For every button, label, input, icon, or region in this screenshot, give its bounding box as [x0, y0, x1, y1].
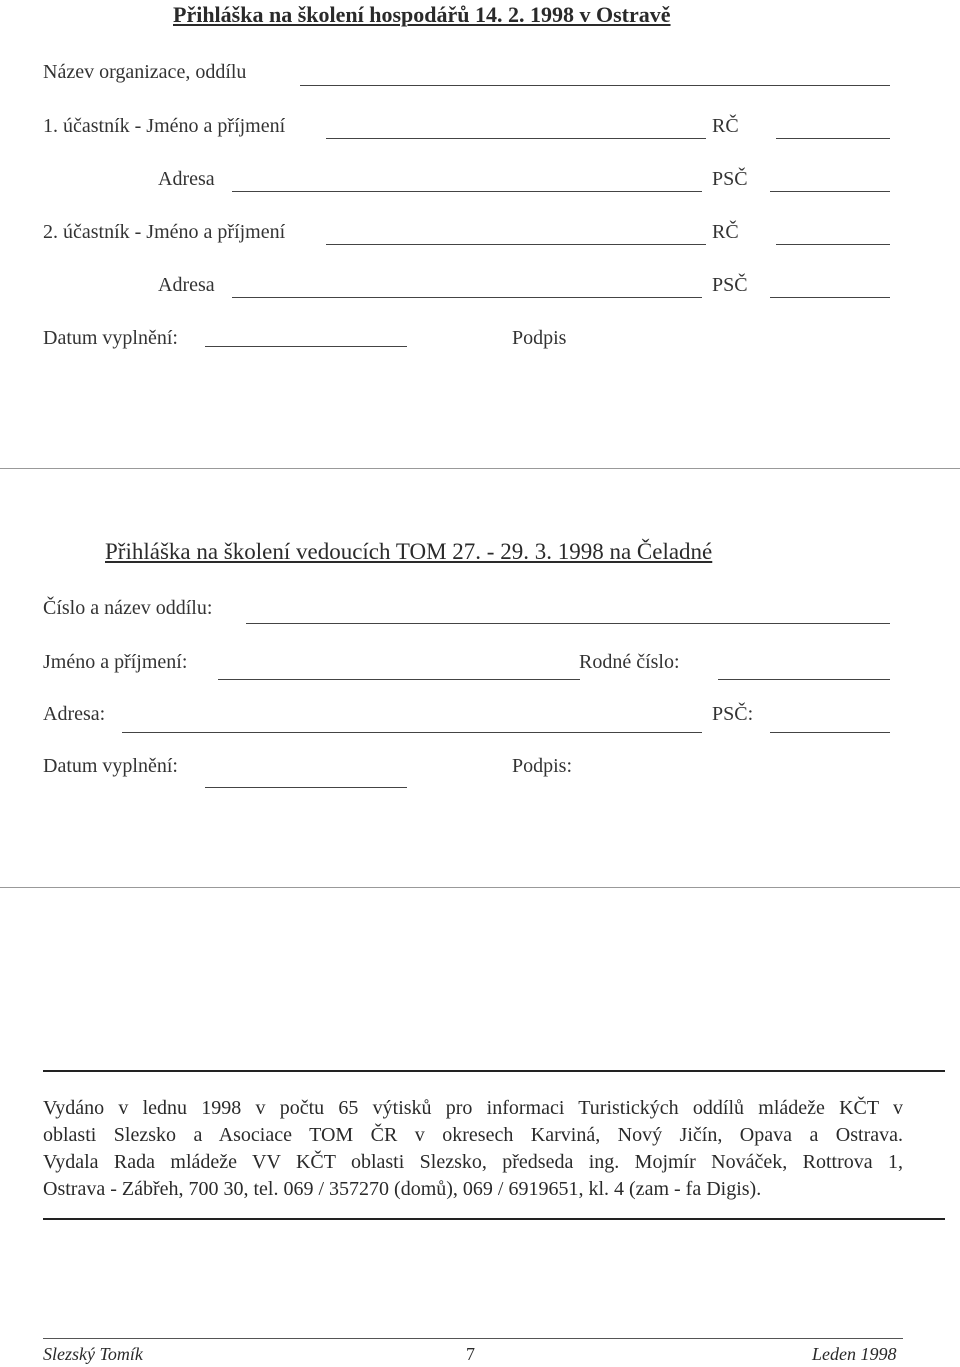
form2-rc-field[interactable] — [718, 679, 890, 680]
form1-p2-rc-field[interactable] — [776, 244, 890, 245]
form2-signature-label: Podpis: — [512, 755, 573, 777]
form2-rc-label: Rodné číslo: — [579, 651, 680, 673]
form2-psc-label: PSČ: — [712, 703, 754, 725]
form1-date-field[interactable] — [205, 346, 407, 347]
form2-date-label: Datum vyplnění: — [43, 755, 178, 777]
form1-p2-address-label: Adresa — [158, 274, 215, 296]
form1-p1-address-field[interactable] — [232, 191, 702, 192]
imprint-line-2: oblasti Slezsko a Asociace TOM ČR v okresech Karviná, Nový Jičín, Opava a Ostrava. — [43, 1124, 903, 1146]
imprint-line-4: Ostrava - Zábřeh, 700 30, tel. 069 / 357270 (domů), 069 / 6919651, kl. 4 (zam - fa Digis). — [43, 1178, 762, 1200]
form1-org-field[interactable] — [300, 85, 890, 86]
form1-p2-psc-label: PSČ — [712, 274, 748, 296]
form2-date-field[interactable] — [205, 787, 407, 788]
form1-p1-psc-label: PSČ — [712, 168, 748, 190]
form1-org-label: Název organizace, oddílu — [43, 61, 247, 83]
form-separator — [0, 468, 960, 469]
form1-p2-address-field[interactable] — [232, 297, 702, 298]
form1-p1-rc-field[interactable] — [776, 138, 890, 139]
form-separator-2 — [0, 887, 960, 888]
form1-p2-psc-field[interactable] — [770, 297, 890, 298]
imprint-bottom-rule — [43, 1218, 945, 1220]
footer-page-number: 7 — [466, 1344, 475, 1364]
imprint-block — [43, 1095, 903, 1203]
footer-publication: Slezský Tomík — [43, 1344, 143, 1364]
imprint-line-1: Vydáno v lednu 1998 v počtu 65 výtisků pro informaci Turistických oddílů mládeže KČT v — [43, 1097, 903, 1119]
form1-p2-name-label: 2. účastník - Jméno a příjmení — [43, 221, 286, 243]
form1-p1-address-label: Adresa — [158, 168, 215, 190]
form2-name-label: Jméno a příjmení: — [43, 651, 188, 673]
imprint-line-3: Vydala Rada mládeže VV KČT oblasti Slezsko, předseda ing. Mojmír Nováček, Rottrova 1, — [43, 1151, 903, 1173]
form1-signature-label: Podpis — [512, 327, 567, 349]
form2-name-field[interactable] — [218, 679, 580, 680]
form1-p1-rc-label: RČ — [712, 115, 739, 137]
footer-date: Leden 1998 — [812, 1344, 897, 1364]
form2-club-label: Číslo a název oddílu: — [43, 597, 213, 619]
form2-club-field[interactable] — [246, 623, 890, 624]
form1-p2-name-field[interactable] — [326, 244, 706, 245]
form2-psc-field[interactable] — [770, 732, 890, 733]
footer-rule — [43, 1338, 903, 1339]
form1-p2-rc-label: RČ — [712, 221, 739, 243]
form1-date-label: Datum vyplnění: — [43, 327, 178, 349]
form1-p1-name-label: 1. účastník - Jméno a příjmení — [43, 115, 286, 137]
form2-address-label: Adresa: — [43, 703, 106, 725]
form1-p1-name-field[interactable] — [326, 138, 706, 139]
form2-title: Přihláška na školení vedoucích TOM 27. - 29. 3. 1998 na Čeladné — [105, 539, 713, 564]
imprint-top-rule — [43, 1070, 945, 1072]
form2-address-field[interactable] — [122, 732, 702, 733]
form1-p1-psc-field[interactable] — [770, 191, 890, 192]
form1-title: Přihláška na školení hospodářů 14. 2. 1998 v Ostravě — [173, 2, 671, 27]
